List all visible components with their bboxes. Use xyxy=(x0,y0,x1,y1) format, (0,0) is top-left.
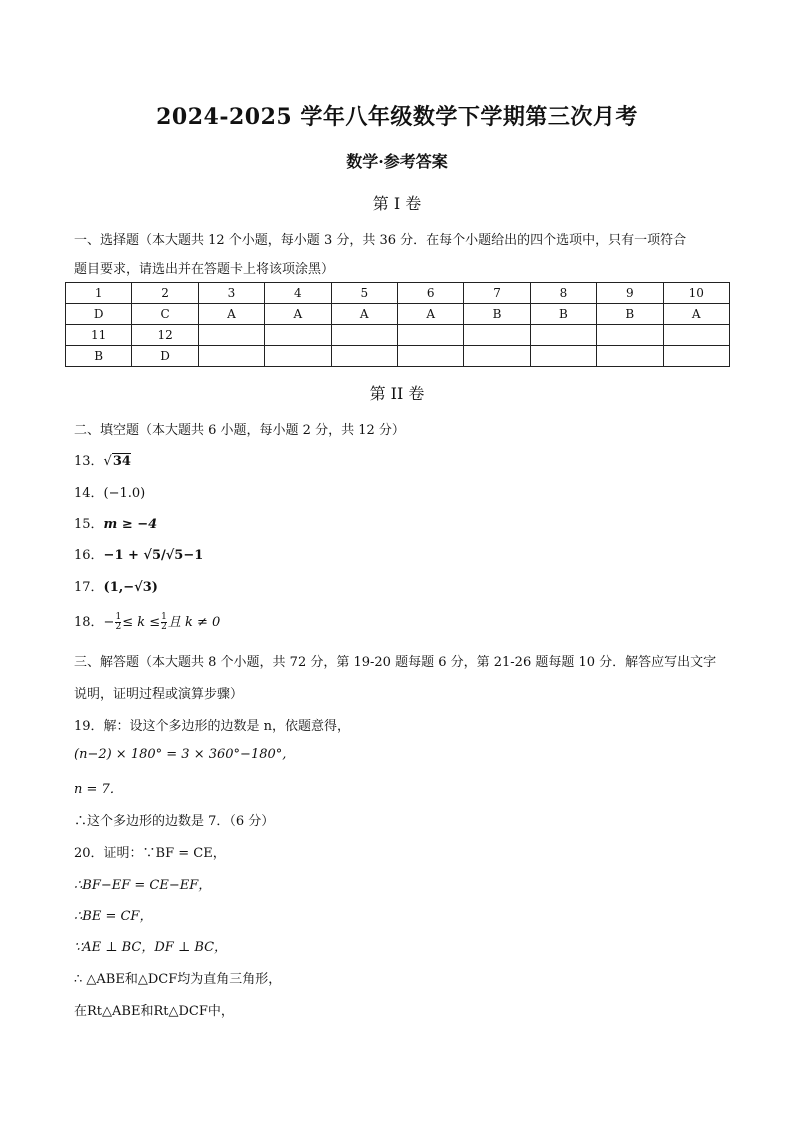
answer-18-label: 18． xyxy=(74,615,104,630)
q19-line: ∴这个多边形的边数是 7．（6 分） xyxy=(74,814,275,829)
table-cell xyxy=(530,325,596,346)
table-cell: 3 xyxy=(198,283,264,304)
q20-line: ∵AE ⊥ BC，DF ⊥ BC， xyxy=(74,940,228,955)
q20-line: ∴ △ABE和△DCF均为直角三角形， xyxy=(74,972,282,987)
answer-17-label: 17． xyxy=(74,580,104,595)
table-cell: A xyxy=(331,304,397,325)
answer-16-expr: −1 + √5/√5−1 xyxy=(103,548,204,563)
table-cell xyxy=(331,325,397,346)
table-cell xyxy=(530,346,596,367)
table-row xyxy=(66,283,730,304)
table-cell: B xyxy=(530,304,596,325)
table-cell: C xyxy=(132,304,198,325)
page-title: 2024-2025 学年八年级数学下学期第三次月考 xyxy=(156,104,638,130)
answer-table xyxy=(65,282,730,367)
choice-section-line1: 一、选择题（本大题共 12 个小题，每小题 3 分，共 36 分．在每个小题给出的四个选项中，只有一项符合 xyxy=(74,233,687,248)
q19-line: (n−2) × 180° = 3 × 360°−180°, xyxy=(74,747,287,762)
q19-line: 19．解：设这个多边形的边数是 n，依题意得， xyxy=(74,719,351,734)
page-subtitle: 数学·参考答案 xyxy=(346,152,448,171)
table-cell xyxy=(597,346,663,367)
table-cell: B xyxy=(464,304,530,325)
q20-line: 在Rt△ABE和Rt△DCF中， xyxy=(74,1004,234,1019)
table-cell: A xyxy=(198,304,264,325)
table-cell: A xyxy=(663,304,729,325)
table-row xyxy=(66,325,730,346)
table-cell: B xyxy=(597,304,663,325)
table-cell: 9 xyxy=(597,283,663,304)
answer-13-label: 13． xyxy=(74,454,104,469)
table-cell xyxy=(198,346,264,367)
answer-16 xyxy=(74,544,203,563)
table-cell: 4 xyxy=(265,283,331,304)
table-cell: 5 xyxy=(331,283,397,304)
q20-line: 20．证明：∵BF = CE， xyxy=(74,846,226,861)
table-cell: D xyxy=(66,304,132,325)
answer-15 xyxy=(74,513,157,532)
table-cell: A xyxy=(265,304,331,325)
table-cell xyxy=(464,346,530,367)
fraction xyxy=(161,613,167,632)
table-cell xyxy=(397,346,463,367)
answer-13 xyxy=(74,450,131,469)
table-cell xyxy=(597,325,663,346)
solve-section-line1: 三、解答题（本大题共 8 个小题，共 72 分，第 19-20 题每题 6 分，第 21-26 题每题 10 分．解答应写出文字 xyxy=(74,655,717,670)
answer-18-mid: ≤ k ≤ xyxy=(122,615,161,630)
answer-18-suffix: 且 k ≠ 0 xyxy=(167,615,221,630)
fraction-denominator: 2 xyxy=(161,622,167,632)
table-cell: 10 xyxy=(663,283,729,304)
table-row xyxy=(66,346,730,367)
answer-18 xyxy=(74,611,220,632)
answer-14: 14．(−1.0) xyxy=(74,486,146,501)
table-cell: D xyxy=(132,346,198,367)
table-cell: 8 xyxy=(530,283,596,304)
table-cell: 6 xyxy=(397,283,463,304)
fraction-numerator: 1 xyxy=(115,612,122,622)
answer-15-label: 15． xyxy=(74,517,104,532)
table-cell: B xyxy=(66,346,132,367)
table-cell: 1 xyxy=(66,283,132,304)
table-cell xyxy=(663,325,729,346)
q20-line: ∴BF−EF = CE−EF， xyxy=(74,878,212,893)
table-cell: 7 xyxy=(464,283,530,304)
fraction-numerator: 1 xyxy=(161,612,167,622)
answer-13-radicand: 34 xyxy=(112,454,131,469)
answer-17 xyxy=(74,576,158,595)
answer-18-prefix: − xyxy=(103,615,115,630)
table-cell: A xyxy=(397,304,463,325)
fraction-denominator: 2 xyxy=(115,622,122,632)
table-row xyxy=(66,304,730,325)
answer-17-expr: (1,−√3) xyxy=(103,580,158,595)
table-cell xyxy=(198,325,264,346)
choice-section-line2: 题目要求，请选出并在答题卡上将该项涂黑） xyxy=(74,262,335,277)
part1-heading: 第 I 卷 xyxy=(372,194,422,213)
table-cell: 2 xyxy=(132,283,198,304)
table-cell xyxy=(331,346,397,367)
solve-section-line2: 说明，证明过程或演算步骤） xyxy=(74,687,244,702)
sqrt-sign: √ xyxy=(103,454,112,469)
q19-line: n = 7． xyxy=(74,782,123,797)
answer-15-expr: m ≥ −4 xyxy=(103,517,158,532)
answer-16-label: 16． xyxy=(74,548,104,563)
table-cell: 12 xyxy=(132,325,198,346)
table-cell xyxy=(265,346,331,367)
table-cell xyxy=(663,346,729,367)
table-cell xyxy=(397,325,463,346)
q20-line: ∴BE = CF， xyxy=(74,909,153,924)
fraction xyxy=(115,613,121,632)
fill-section-heading: 二、填空题（本大题共 6 小题，每小题 2 分，共 12 分） xyxy=(74,423,405,438)
table-cell xyxy=(464,325,530,346)
table-cell xyxy=(265,325,331,346)
table-cell: 11 xyxy=(66,325,132,346)
part2-heading: 第 II 卷 xyxy=(369,384,425,403)
